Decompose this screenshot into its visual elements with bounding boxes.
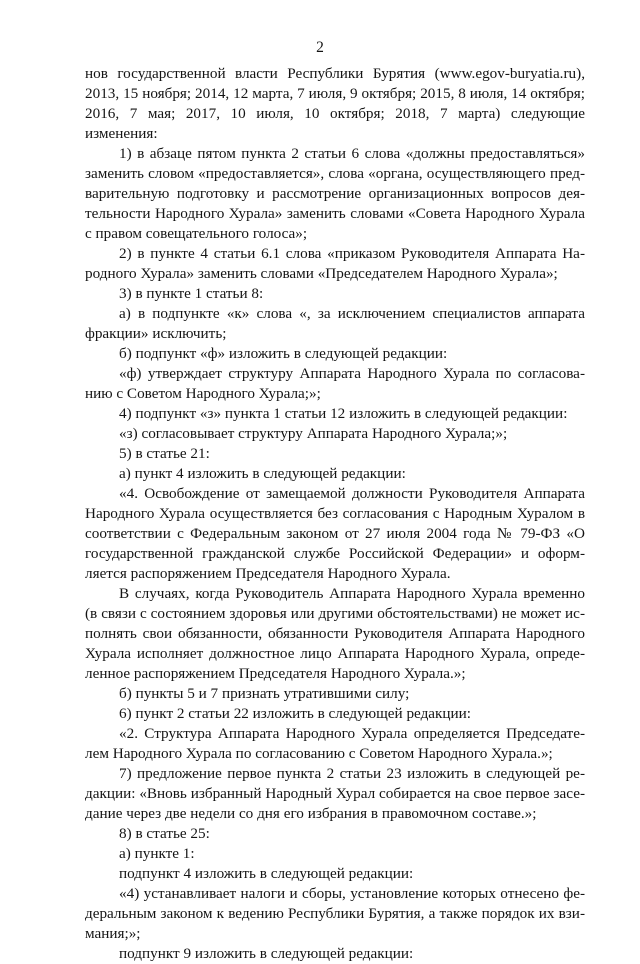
paragraph-subitem-4: подпункт 4 изложить в следующей редакции: xyxy=(119,865,414,882)
document-body xyxy=(85,64,585,964)
paragraph-item-7: 7) предложение первое пункта 2 статьи 23 изложить в следующей редакции: «Вновь избранный Народный Хурал собирается на свое первое заседание через две недели со дня его избрания в правомочном составе.»; xyxy=(85,765,585,822)
paragraph-quote-4-cont: В случаях, когда Руководитель Аппарата Народного Хурала временно (в связи с состоянием здоровья или другими обстоятельствами) не может исполнять свои обязанности, обязанности Руководителя Аппарата Народного Хурала исполняет должностное лицо Аппарата Народного Хурала, определенное распоряжением Председателя Народного Хурала.»; xyxy=(85,585,585,682)
paragraph-quote-z: «з) согласовывает структуру Аппарата Народного Хурала;»; xyxy=(119,425,508,442)
paragraph-item-5a: а) пункт 4 изложить в следующей редакции: xyxy=(119,465,406,482)
paragraph-quote-2: «2. Структура Аппарата Народного Хурала определяется Председателем Народного Хурала по согласованию с Советом Народного Хурала.»; xyxy=(85,725,585,762)
paragraph-quote-4-taxes: «4) устанавливает налоги и сборы, установление которых отнесено федеральным законом к ведению Республики Бурятия, а также порядок их взимания;»; xyxy=(85,885,585,942)
paragraph-item-5: 5) в статье 21: xyxy=(119,445,210,462)
paragraph-quote-4: «4. Освобождение от замещаемой должности Руководителя Аппарата Народного Хурала осуществляется без согласования с Народным Хуралом в соответствии с Федеральным законом от 27 июля 2004 года № 79-ФЗ «О государственной гражданской службе Российской Федерации» и оформляется распоряжением Председателя Народного Хурала. xyxy=(85,485,585,582)
paragraph-item-8a: а) пункте 1: xyxy=(119,845,195,862)
paragraph-item-3: 3) в пункте 1 статьи 8: xyxy=(119,285,264,302)
paragraph-item-3b: б) подпункт «ф» изложить в следующей редакции: xyxy=(119,345,448,362)
paragraph-quote-f: «ф) утверждает структуру Аппарата Народного Хурала по согласованию с Советом Народного Хурала;»; xyxy=(85,365,585,402)
paragraph-item-5b: б) пункты 5 и 7 признать утратившими силу; xyxy=(119,685,410,702)
paragraph-subitem-9: подпункт 9 изложить в следующей редакции: xyxy=(119,945,414,962)
paragraph-item-2: 2) в пункте 4 статьи 6.1 слова «приказом Руководителя Аппарата Народного Хурала» заменить словами «Председателем Народного Хурала»; xyxy=(85,245,585,282)
paragraph-item-8: 8) в статье 25: xyxy=(119,825,210,842)
paragraph-item-3a: а) в подпункте «к» слова «, за исключением специалистов аппарата фракции» исключить; xyxy=(85,305,585,342)
page-number: 2 xyxy=(316,39,324,56)
paragraph-continuation: нов государственной власти Республики Бурятия (www.egov-buryatia.ru), 2013, 15 ноября; 2014, 12 марта, 7 июля, 9 октября; 2015, 8 июля, 14 октября; 2016, 7 мая; 2017, 10 июля, 10 октября; 2018, 7 марта) следующие изменения: xyxy=(85,65,585,142)
paragraph-item-6: 6) пункт 2 статьи 22 изложить в следующей редакции: xyxy=(119,705,472,722)
paragraph-item-1: 1) в абзаце пятом пункта 2 статьи 6 слова «должны предоставляться» заменить словом «предоставляется», слова «органа, осуществляющего предварительную подготовку и рассмотрение организационных вопросов деятельности Народного Хурала» заменить словами «Совета Народного Хурала с правом совещательного голоса»; xyxy=(85,145,585,242)
paragraph-item-4: 4) подпункт «з» пункта 1 статьи 12 изложить в следующей редакции: xyxy=(119,405,568,422)
